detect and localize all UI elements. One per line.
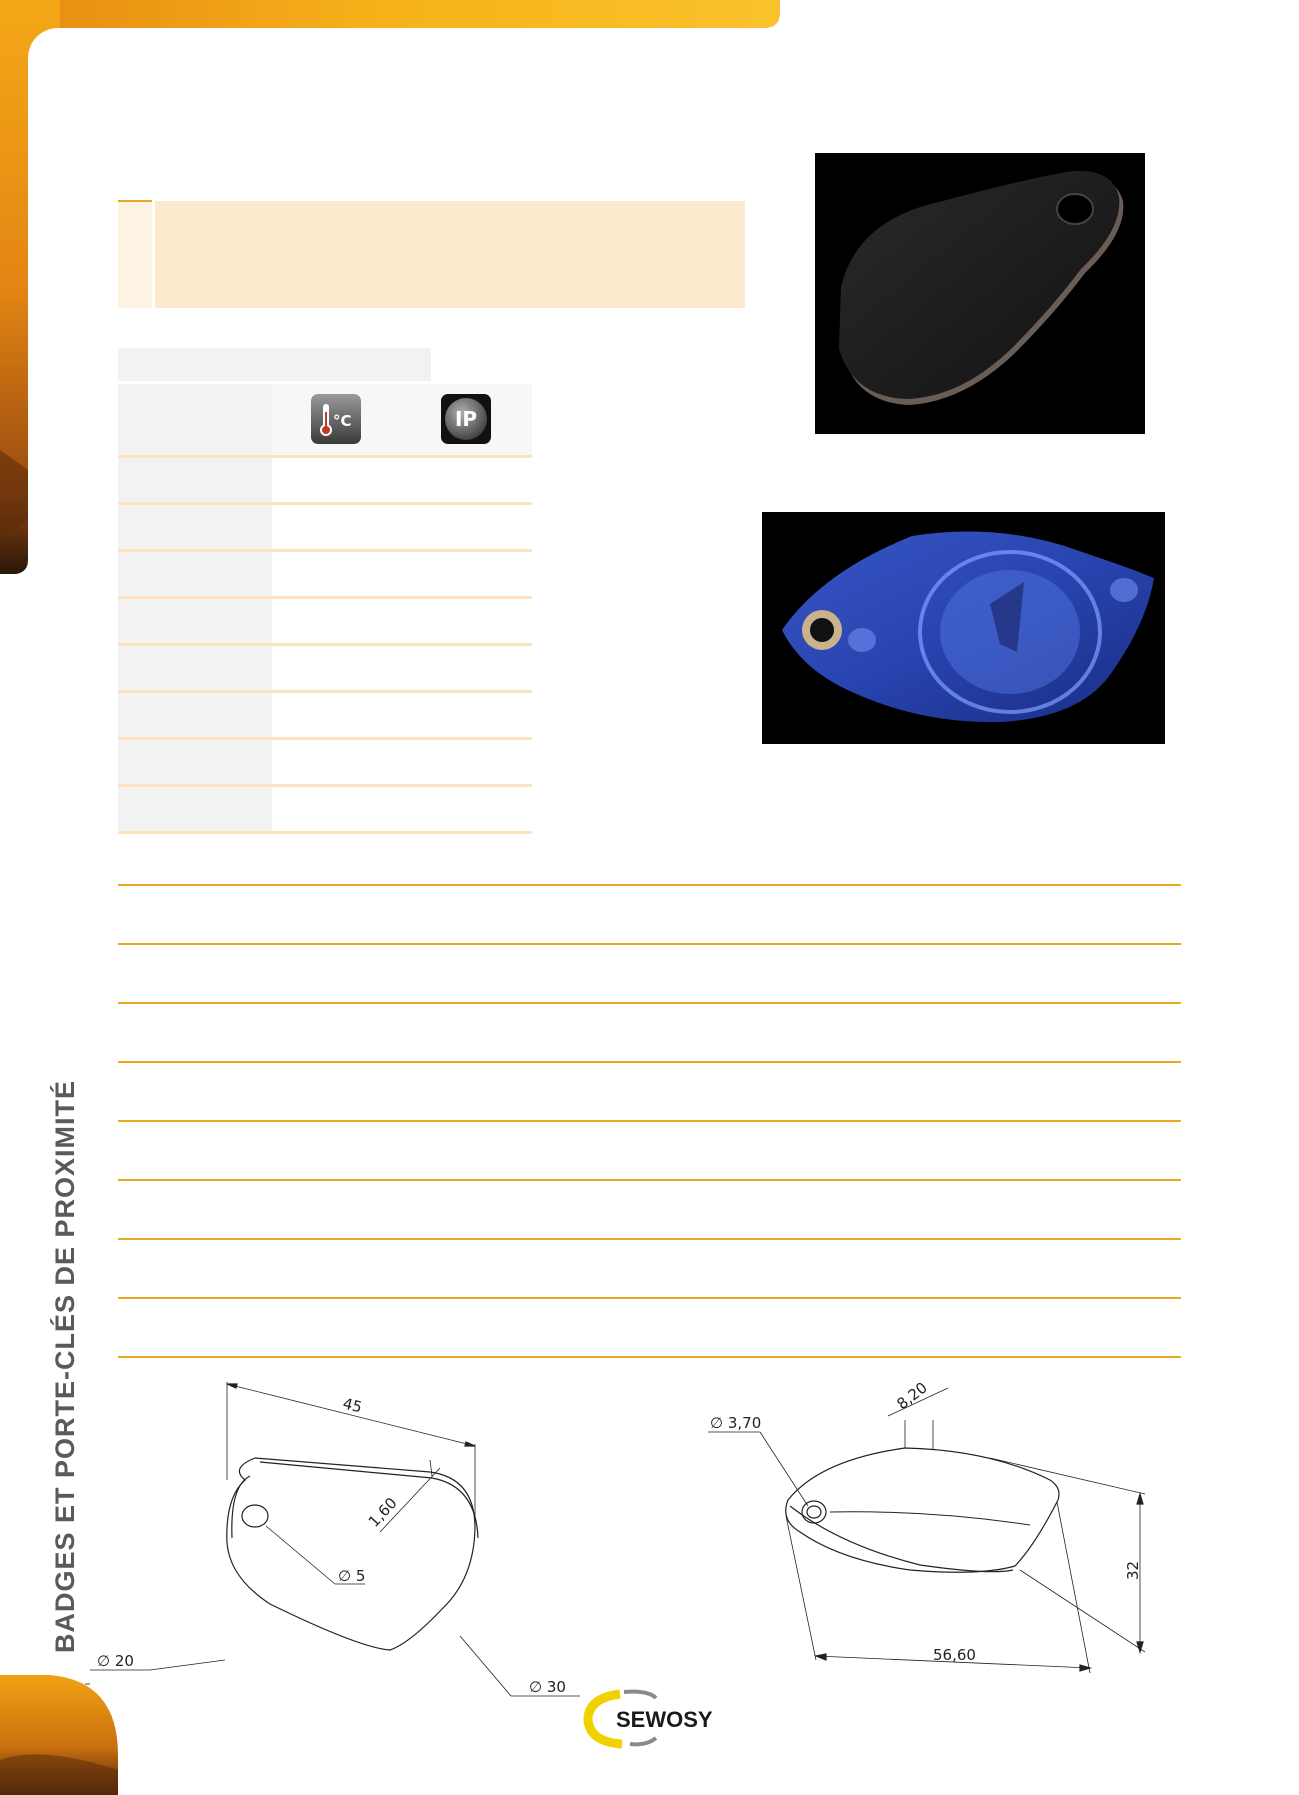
technical-drawing-right bbox=[690, 1370, 1160, 1690]
feature-row-line bbox=[118, 1297, 1181, 1299]
product-photo-blue-fob bbox=[762, 512, 1165, 744]
feature-row-line bbox=[118, 884, 1181, 886]
brand-logo-text: SEWOSY bbox=[616, 1707, 713, 1732]
dimension-width-8-20: 8,20 bbox=[893, 1378, 931, 1414]
spec-table-row-label bbox=[118, 505, 272, 549]
brand-logo bbox=[580, 1684, 730, 1750]
spec-table-icon-row-label bbox=[118, 384, 272, 456]
dimension-diameter-20: ∅ 20 bbox=[97, 1652, 134, 1670]
spec-table-row-label bbox=[118, 646, 272, 690]
spec-table-header-band bbox=[118, 348, 431, 381]
dimension-length-56-60: 56,60 bbox=[933, 1646, 976, 1664]
spec-table-row-label bbox=[118, 458, 272, 502]
spec-table-row-label bbox=[118, 599, 272, 643]
spec-table-separator bbox=[118, 831, 532, 834]
feature-row-line bbox=[118, 943, 1181, 945]
title-band-marker-line bbox=[118, 200, 152, 202]
product-photo-black-fob bbox=[815, 153, 1145, 434]
dimension-height-32: 32 bbox=[1124, 1560, 1142, 1580]
dimension-diameter-5: ∅ 5 bbox=[338, 1567, 366, 1585]
sidebar-category-label: BADGES ET PORTE-CLÉS DE PROXIMITÉ bbox=[50, 1079, 80, 1653]
feature-row-line bbox=[118, 1120, 1181, 1122]
spec-table-row-label bbox=[118, 693, 272, 737]
feature-row-line bbox=[118, 1356, 1181, 1358]
spec-table-row-label bbox=[118, 552, 272, 596]
temperature-icon bbox=[311, 394, 361, 444]
feature-row-line bbox=[118, 1002, 1181, 1004]
feature-row-line bbox=[118, 1061, 1181, 1063]
title-band bbox=[155, 201, 745, 308]
dimension-thickness: 1,60 bbox=[364, 1494, 401, 1531]
feature-row-line bbox=[118, 1179, 1181, 1181]
dimension-length-45: 45 bbox=[341, 1394, 364, 1417]
spec-table-row-label bbox=[118, 787, 272, 831]
title-band-marker bbox=[118, 200, 152, 308]
feature-row-line bbox=[118, 1238, 1181, 1240]
spec-table-row-label bbox=[118, 740, 272, 784]
temperature-icon-label: °C bbox=[333, 412, 352, 430]
dimension-diameter-30: ∅ 30 bbox=[529, 1678, 566, 1696]
ip-rating-icon bbox=[441, 394, 491, 444]
ip-rating-icon-label: IP bbox=[454, 407, 478, 431]
technical-drawing-left bbox=[80, 1368, 640, 1708]
dimension-diameter-3-70: ∅ 3,70 bbox=[710, 1414, 762, 1432]
